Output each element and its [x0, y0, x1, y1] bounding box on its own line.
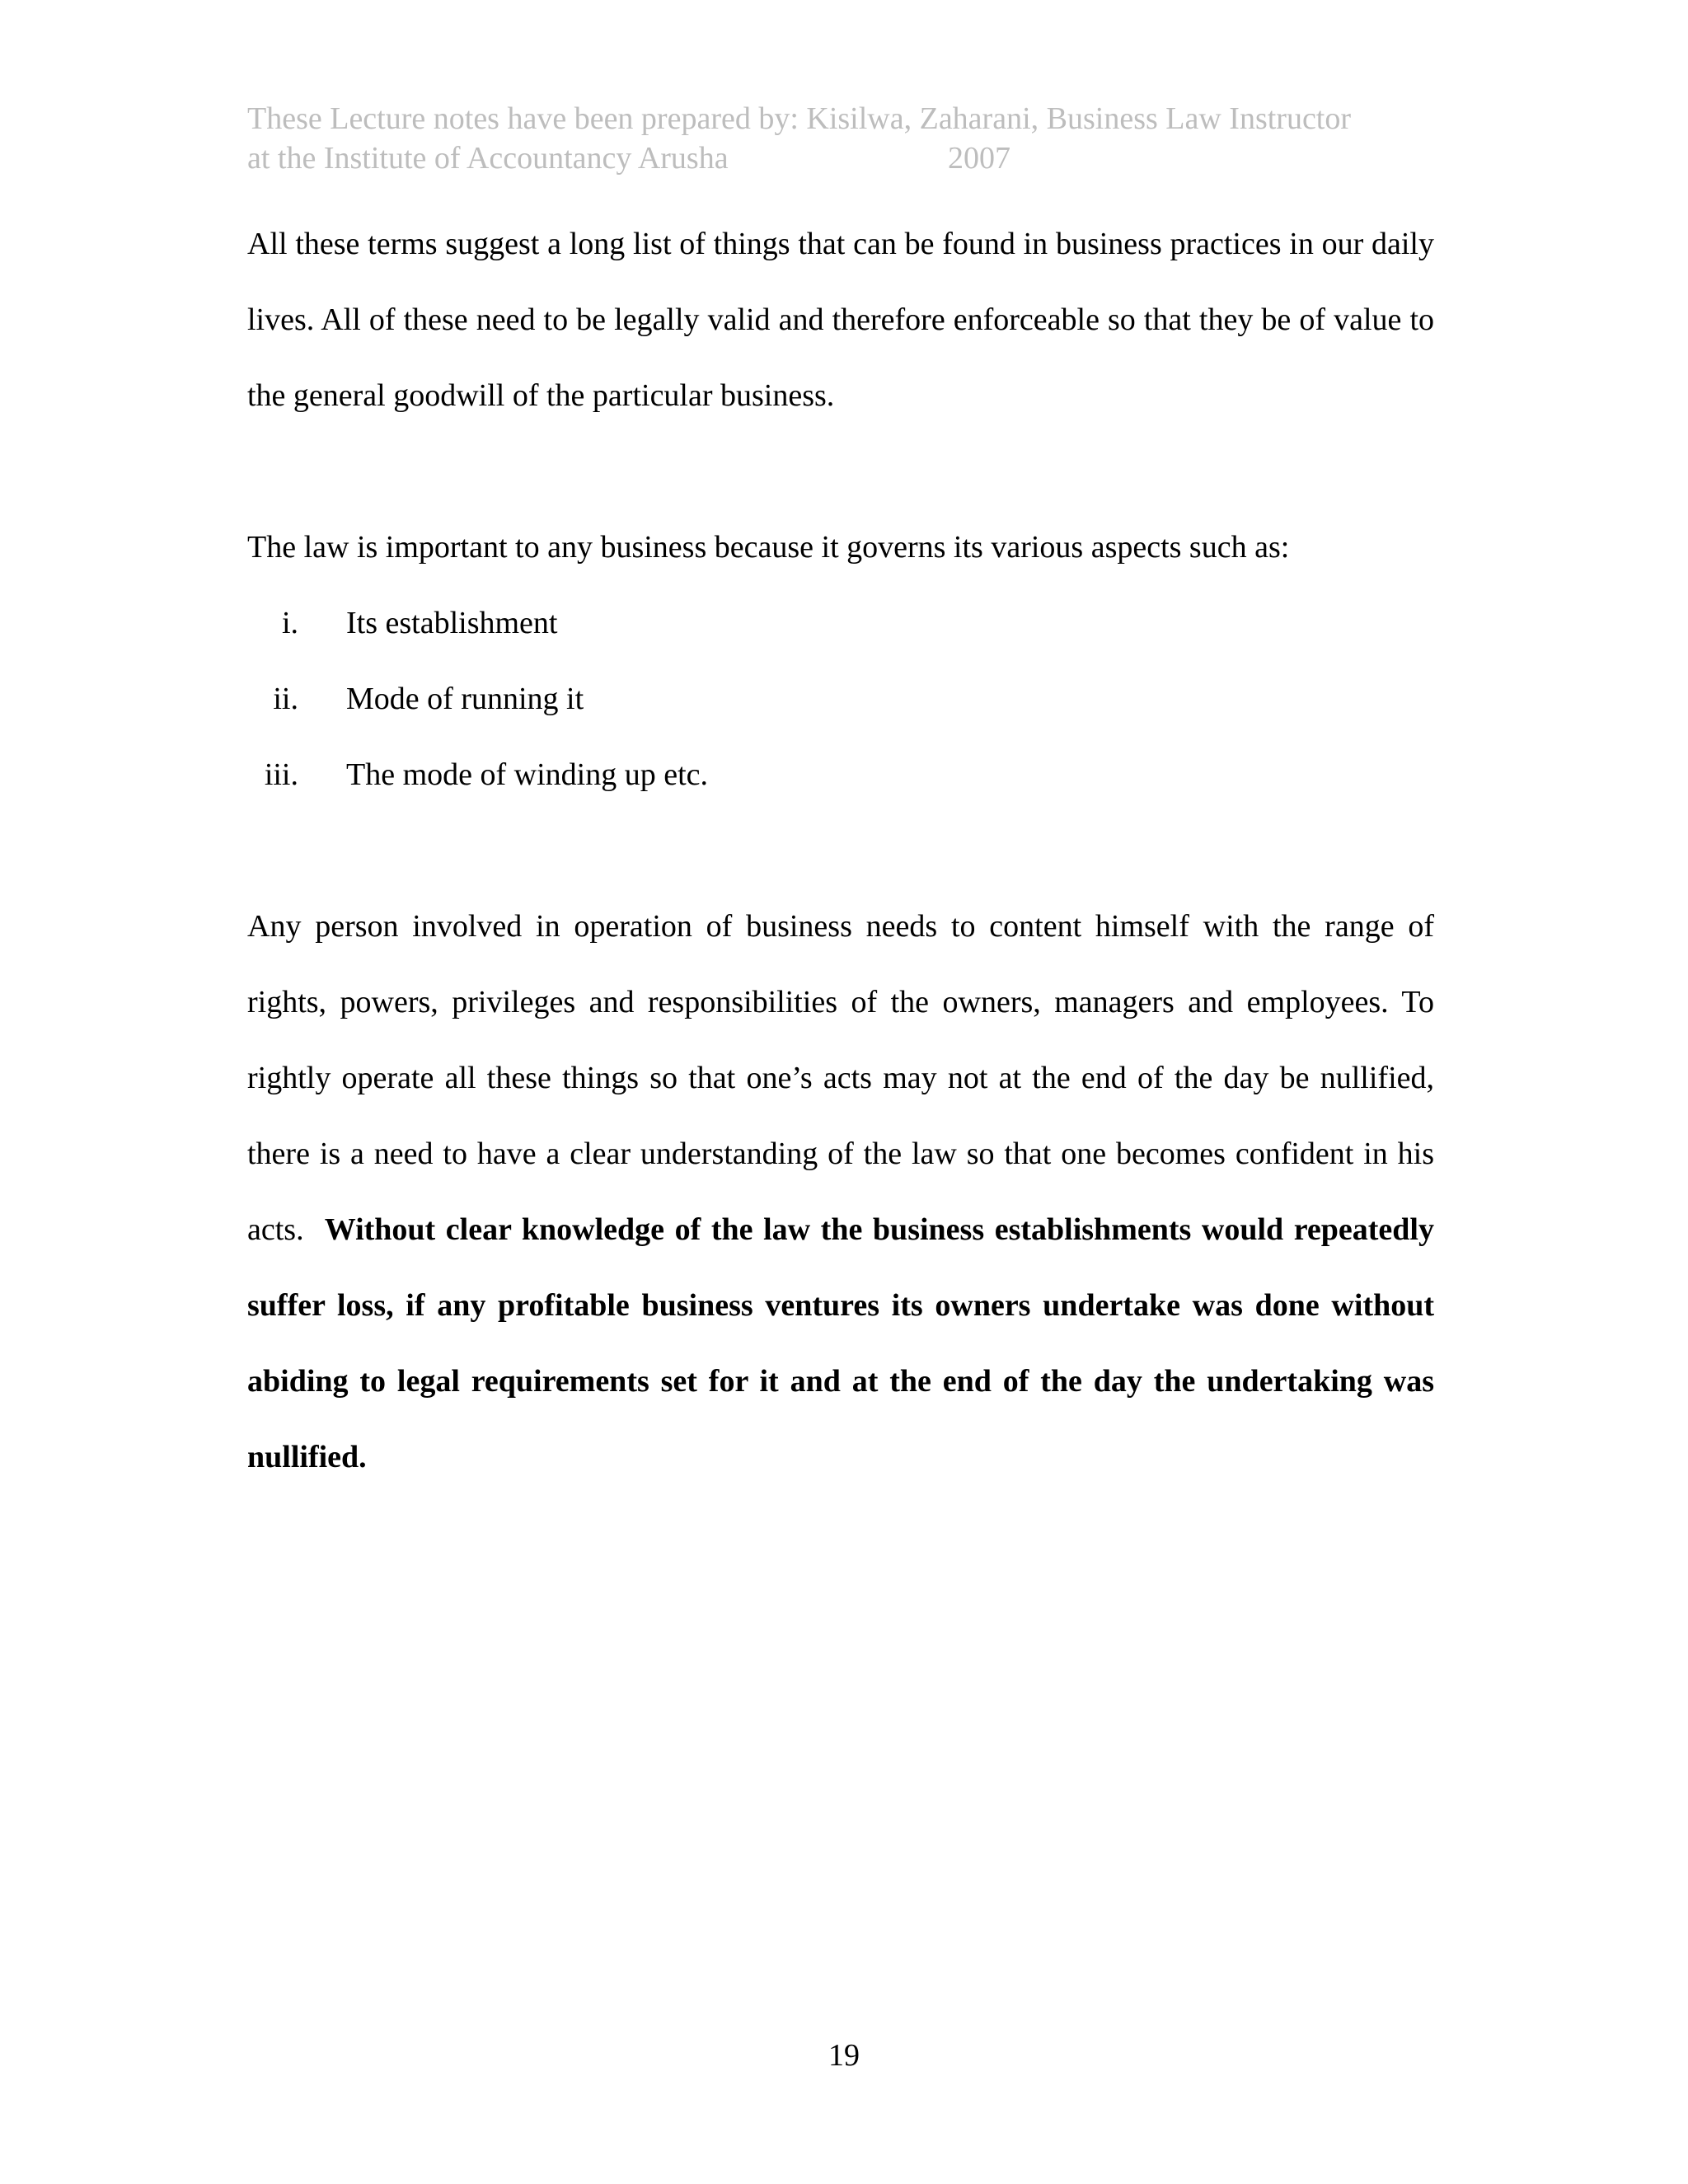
aspects-list	[247, 585, 1434, 813]
header-line-2	[247, 138, 1451, 178]
list-item-text: Mode of running it	[346, 682, 584, 716]
list-item-number: iii.	[264, 757, 298, 792]
paragraph-law-importance: The law is important to any business because it governs its various aspects such as:	[247, 530, 1290, 565]
list-item	[247, 585, 1434, 661]
paragraph-knowledge	[247, 888, 1434, 1495]
list-item-number: i.	[281, 606, 298, 640]
header-institute: at the Institute of Accountancy Arusha	[247, 141, 729, 176]
paragraph-knowledge-regular: Any person involved in operation of business needs to content himself with the range of rights, powers, privileges and responsibilities of the owners, managers and employees. To rightly operate all these things so that one’s acts may not at the end of the day be nullified, there is a need to have a clear understanding of the law so that one becomes confident in his acts.	[247, 909, 1434, 1247]
paragraph-terms: All these terms suggest a long list of things that can be found in business practices in our daily lives. All of these need to be legally valid and therefore enforceable so that they be of value to the general goodwill of the particular business.	[247, 227, 1434, 413]
page-header	[247, 99, 1451, 178]
paragraph-spacer	[247, 434, 1434, 509]
list-item-number: ii.	[273, 682, 298, 716]
list-item	[247, 661, 1434, 737]
list-item-text: Its establishment	[346, 606, 558, 640]
paragraph-spacer	[247, 813, 1434, 888]
header-line-1: These Lecture notes have been prepared by: Kisilwa, Zaharani, Business Law Instructor	[247, 101, 1352, 136]
header-year: 2007	[948, 141, 1010, 176]
paragraph-knowledge-bold: Without clear knowledge of the law the business establishments would repeatedly suffer loss, if any profitable business ventures its owners undertake was done without abiding to legal requirements set for it and at the end of the day the undertaking was nullified.	[247, 1212, 1434, 1474]
list-item-text: The mode of winding up etc.	[346, 757, 709, 792]
page-number: 19	[828, 2038, 860, 2073]
list-item	[247, 737, 1434, 813]
page-body	[247, 206, 1434, 1495]
